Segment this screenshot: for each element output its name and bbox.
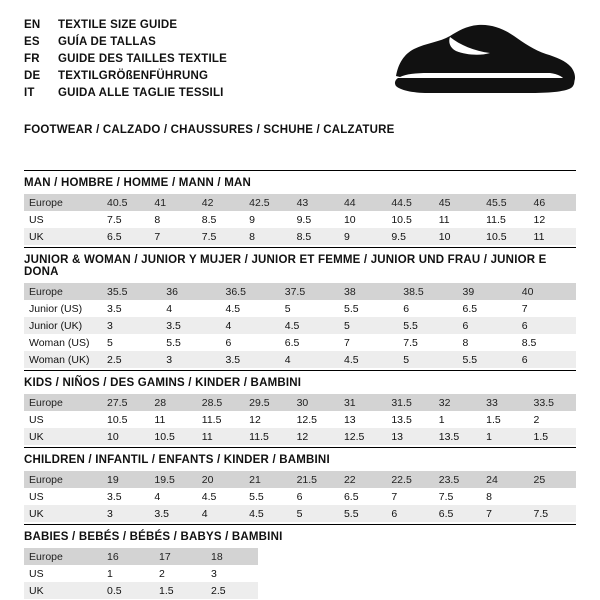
cell: 6 (403, 302, 410, 315)
cell: 35.5 (102, 283, 161, 300)
cell: 7 (344, 336, 350, 349)
cell: 6 (296, 490, 303, 503)
table-row (24, 334, 576, 351)
cell: 36.5 (221, 283, 280, 300)
cell: 5 (292, 505, 339, 522)
table-row (24, 211, 576, 228)
cell: 13 (343, 413, 356, 426)
language-row (24, 35, 227, 52)
cell: 8 (154, 213, 161, 226)
section-children (24, 447, 576, 522)
cell: 10 (343, 213, 356, 226)
cell: 4 (197, 505, 244, 522)
cell: 9 (249, 213, 256, 226)
cell: 6 (517, 351, 576, 368)
table-row (24, 548, 576, 565)
cell: 7 (149, 228, 196, 245)
row-label: UK (24, 505, 102, 522)
cell: 4 (154, 490, 161, 503)
cell (529, 488, 576, 505)
cell: 1 (107, 567, 113, 580)
language-title: GUÍA DE TALLAS (58, 35, 156, 48)
cell: 5.5 (398, 317, 457, 334)
category-banner: FOOTWEAR / CALZADO / CHAUSSURES / SCHUHE / CALZATURE (24, 124, 395, 136)
table-row (24, 565, 576, 582)
cell: 8.5 (201, 213, 217, 226)
cell: 10.5 (107, 413, 128, 426)
cell: 18 (206, 548, 258, 565)
table-row (24, 488, 576, 505)
language-title: TEXTILGRÖßENFÜHRUNG (58, 69, 209, 82)
cell: 9.5 (386, 228, 433, 245)
cell: 11 (529, 228, 576, 245)
cell: 42 (197, 194, 244, 211)
cell: 38.5 (398, 283, 457, 300)
cell: 12 (533, 213, 546, 226)
language-code: FR (24, 52, 40, 65)
cell: 7.5 (403, 336, 418, 349)
cell: 32 (434, 394, 481, 411)
cell: 19 (102, 471, 149, 488)
cell: 6.5 (102, 228, 149, 245)
cell: 28 (149, 394, 196, 411)
language-title-list (24, 18, 227, 103)
cell: 31.5 (386, 394, 433, 411)
cell: 6.5 (462, 302, 478, 315)
table-row (24, 582, 576, 599)
row-label: Woman (UK) (24, 351, 102, 368)
language-row (24, 18, 227, 35)
cell: 7.5 (197, 228, 244, 245)
language-row (24, 69, 227, 86)
row-label: US (29, 213, 44, 226)
cell: 29.5 (244, 394, 291, 411)
size-table-kids (24, 394, 576, 445)
row-label: Europe (24, 394, 102, 411)
cell: 33.5 (529, 394, 576, 411)
cell: 11 (438, 213, 450, 226)
table-row (24, 505, 576, 522)
cell: 7 (391, 490, 398, 503)
cell: 11.5 (201, 413, 222, 426)
cell: 22.5 (386, 471, 433, 488)
cell: 19.5 (149, 471, 196, 488)
cell: 6 (517, 317, 576, 334)
cell: 40.5 (102, 194, 149, 211)
cell: 5 (284, 302, 291, 315)
cell: 12 (249, 413, 261, 426)
row-label: US (29, 413, 44, 426)
table-row (24, 300, 576, 317)
cell: 10 (434, 228, 481, 245)
cell: 6.5 (434, 505, 481, 522)
cell: 37.5 (280, 283, 339, 300)
cell: 10.5 (481, 228, 528, 245)
cell: 3.5 (149, 505, 196, 522)
table-row (24, 194, 576, 211)
cell: 4.5 (225, 302, 241, 315)
cell: 3.5 (107, 490, 122, 503)
row-label: UK (24, 428, 102, 445)
cell: 5.5 (458, 351, 517, 368)
cell: 45 (434, 194, 481, 211)
cell: 44.5 (386, 194, 433, 211)
table-row (24, 283, 576, 300)
row-label: Woman (US) (29, 336, 90, 349)
row-label: Junior (US) (29, 302, 83, 315)
cell: 11 (154, 413, 166, 426)
section-title: MAN / HOMBRE / HOMME / MANN / MAN (24, 170, 576, 194)
size-sections (0, 170, 600, 599)
document-header (0, 0, 600, 112)
cell: 3 (102, 505, 149, 522)
cell: 2.5 (102, 351, 161, 368)
dress-shoe-icon (388, 20, 578, 100)
language-title: TEXTILE SIZE GUIDE (58, 19, 178, 31)
cell: 40 (517, 283, 576, 300)
section-man (24, 170, 576, 245)
cell: 33 (481, 394, 528, 411)
cell: 6.5 (284, 336, 300, 349)
cell: 21.5 (292, 471, 339, 488)
cell: 36 (161, 283, 220, 300)
row-label: Europe (24, 471, 102, 488)
table-row (24, 471, 576, 488)
section-title: CHILDREN / INFANTIL / ENFANTS / KINDER / BAMBINI (24, 447, 576, 471)
cell: 8 (244, 228, 291, 245)
cell: 0.5 (102, 582, 154, 599)
size-table-junior-woman (24, 283, 576, 368)
cell: 3 (102, 317, 161, 334)
cell: 1.5 (529, 428, 576, 445)
cell: 10.5 (149, 428, 196, 445)
cell: 7.5 (438, 490, 454, 503)
cell: 4.5 (244, 505, 291, 522)
cell: 6 (458, 317, 517, 334)
cell: 4.5 (280, 317, 339, 334)
cell: 5.5 (344, 302, 359, 315)
cell: 4 (221, 317, 280, 334)
cell: 4.5 (201, 490, 217, 503)
cell: 1 (481, 428, 528, 445)
cell: 25 (529, 471, 576, 488)
cell: 4 (280, 351, 339, 368)
cell: 39 (458, 283, 517, 300)
language-code: DE (24, 69, 41, 82)
cell: 3.5 (221, 351, 280, 368)
row-label: Europe (24, 548, 102, 565)
cell: 20 (197, 471, 244, 488)
section-kids (24, 370, 576, 445)
cell: 10 (102, 428, 149, 445)
cell: 7.5 (107, 213, 122, 226)
table-row (24, 428, 576, 445)
cell: 8 (486, 490, 492, 503)
cell: 22 (339, 471, 386, 488)
section-title: BABIES / BEBÉS / BÉBÉS / BABYS / BAMBINI (24, 524, 576, 548)
row-label: Europe (24, 194, 102, 211)
cell: 8.5 (521, 336, 537, 349)
cell: 1 (438, 413, 445, 426)
language-code: ES (24, 35, 40, 48)
cell: 2 (159, 567, 165, 580)
row-label: UK (24, 582, 102, 599)
cell: 10.5 (391, 213, 412, 226)
cell: 38 (339, 283, 398, 300)
cell: 46 (529, 194, 576, 211)
cell: 28.5 (197, 394, 244, 411)
cell: 21 (244, 471, 291, 488)
section-babies (24, 524, 576, 599)
row-label: Europe (24, 283, 102, 300)
cell: 13.5 (391, 413, 412, 426)
cell: 11.5 (244, 428, 291, 445)
cell: 3.5 (107, 302, 122, 315)
cell: 6 (225, 336, 232, 349)
cell: 44 (339, 194, 386, 211)
cell: 11 (197, 428, 244, 445)
cell-empty (258, 582, 576, 599)
cell: 6.5 (343, 490, 359, 503)
cell: 17 (154, 548, 206, 565)
cell: 12 (292, 428, 339, 445)
section-junior-woman (24, 247, 576, 368)
cell: 16 (102, 548, 154, 565)
table-row (24, 411, 576, 428)
cell: 27.5 (102, 394, 149, 411)
cell: 31 (339, 394, 386, 411)
language-title: GUIDE DES TAILLES TEXTILE (58, 52, 227, 65)
cell: 24 (481, 471, 528, 488)
row-label: US (29, 490, 44, 503)
table-row (24, 394, 576, 411)
cell: 3.5 (161, 317, 220, 334)
cell: 4.5 (339, 351, 398, 368)
language-title: GUIDA ALLE TAGLIE TESSILI (58, 86, 224, 99)
cell: 13.5 (434, 428, 481, 445)
cell-empty (258, 565, 576, 582)
cell: 12.5 (296, 413, 317, 426)
row-label: UK (24, 228, 102, 245)
cell: 12.5 (339, 428, 386, 445)
cell: 5 (107, 336, 113, 349)
cell: 8 (462, 336, 469, 349)
cell: 23.5 (434, 471, 481, 488)
cell: 42.5 (244, 194, 291, 211)
size-table-man (24, 194, 576, 245)
cell: 3 (161, 351, 220, 368)
section-title: KIDS / NIÑOS / DES GAMINS / KINDER / BAMBINI (24, 370, 576, 394)
cell: 5.5 (166, 336, 181, 349)
table-row (24, 317, 576, 334)
cell: 7 (481, 505, 528, 522)
section-title: JUNIOR & WOMAN / JUNIOR Y MUJER / JUNIOR ET FEMME / JUNIOR UND FRAU / JUNIOR E DONA (24, 247, 576, 283)
language-code: EN (24, 19, 41, 31)
size-table-children (24, 471, 576, 522)
cell: 45.5 (481, 194, 528, 211)
cell: 1.5 (154, 582, 206, 599)
cell: 6 (386, 505, 433, 522)
table-row (24, 351, 576, 368)
cell: 8.5 (292, 228, 339, 245)
row-label: Junior (UK) (24, 317, 102, 334)
cell: 5.5 (249, 490, 264, 503)
cell: 30 (292, 394, 339, 411)
language-row (24, 86, 227, 103)
language-code: IT (24, 86, 35, 99)
table-row (24, 228, 576, 245)
cell: 13 (386, 428, 433, 445)
cell-empty (258, 548, 576, 565)
cell: 2 (533, 413, 540, 426)
cell: 11.5 (486, 213, 506, 226)
cell: 5 (339, 317, 398, 334)
cell: 9 (339, 228, 386, 245)
cell: 5.5 (339, 505, 386, 522)
size-table-babies (24, 548, 576, 599)
cell: 1.5 (486, 413, 501, 426)
cell: 5 (398, 351, 457, 368)
cell: 41 (149, 194, 196, 211)
cell: 43 (292, 194, 339, 211)
cell: 4 (166, 302, 173, 315)
cell: 9.5 (296, 213, 312, 226)
cell: 7.5 (529, 505, 576, 522)
cell: 7 (521, 302, 528, 315)
language-row (24, 52, 227, 69)
row-label: US (29, 567, 44, 580)
cell: 3 (211, 567, 217, 580)
cell: 2.5 (206, 582, 258, 599)
